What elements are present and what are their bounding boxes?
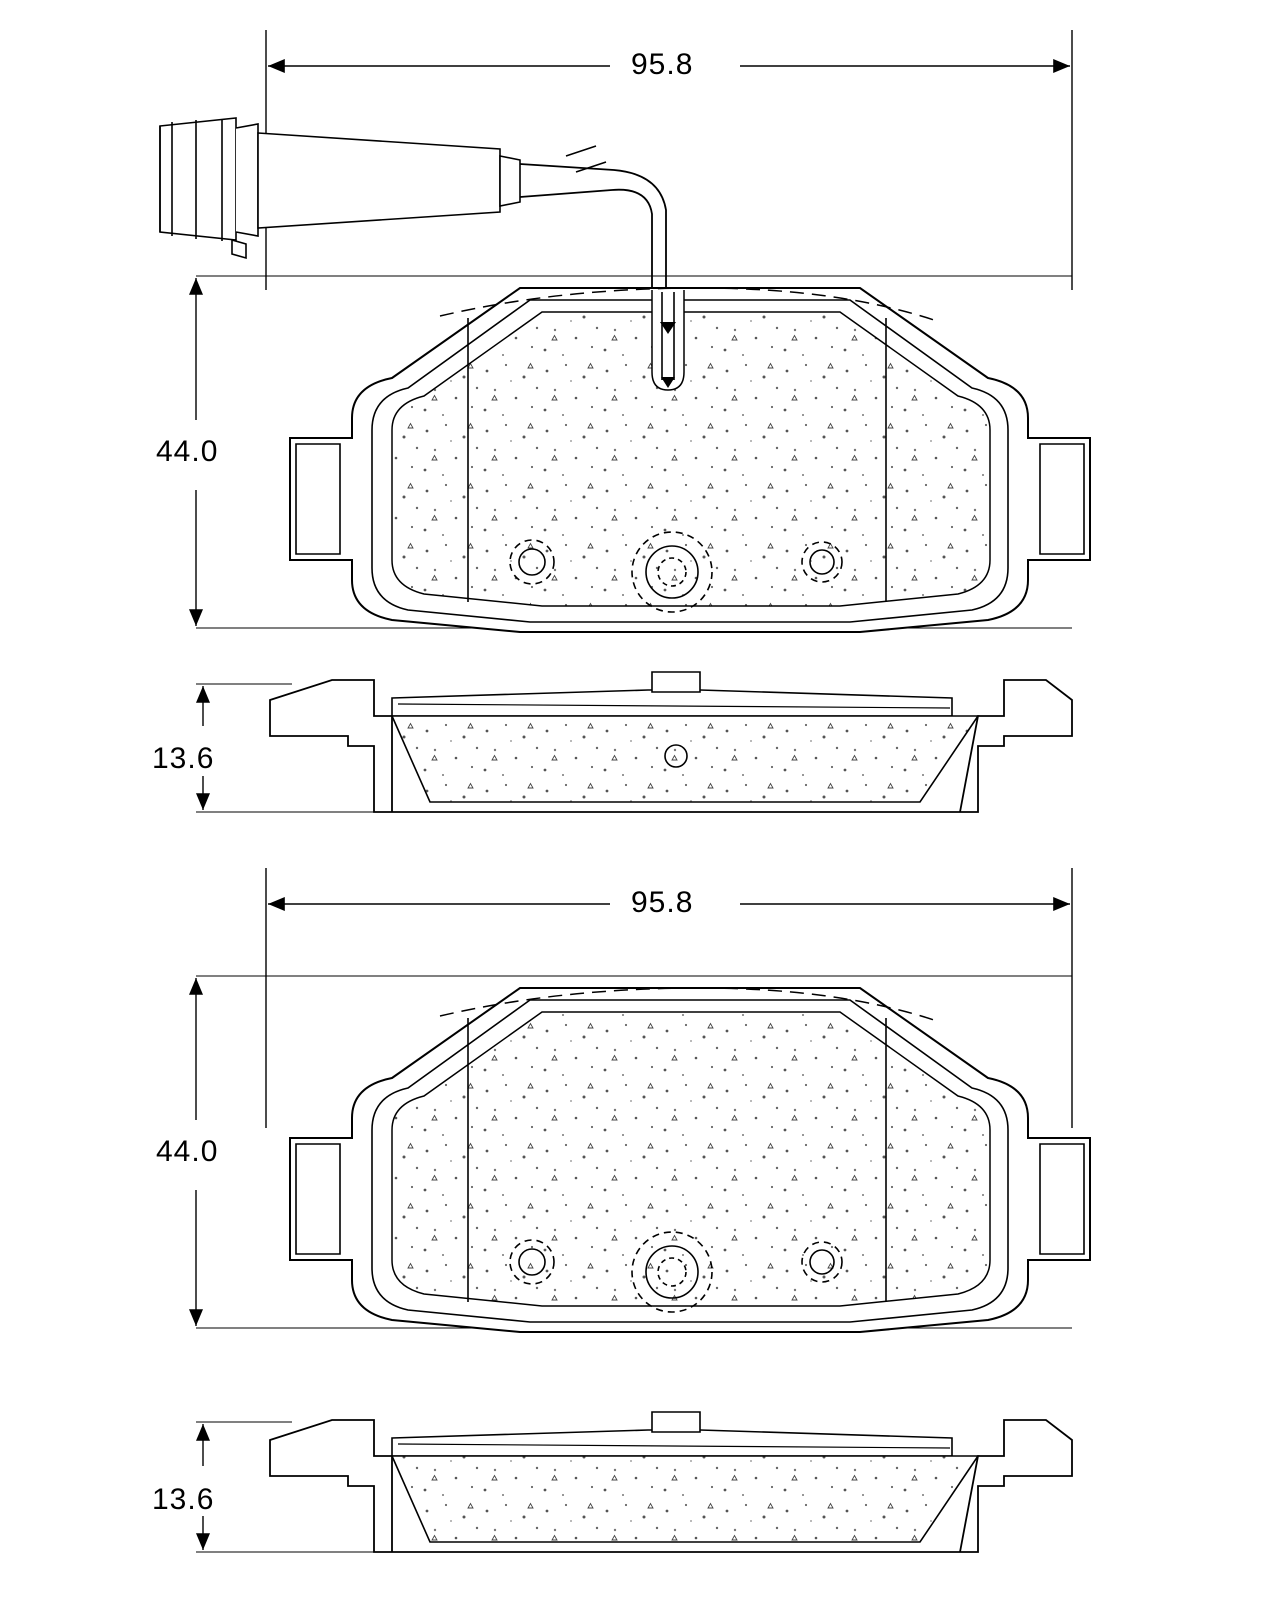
dimension-label-height-lower: 44.0 [156, 1135, 219, 1168]
front-view-pad-lower [290, 988, 1090, 1332]
side-view-pad-lower [270, 1412, 1072, 1552]
dimension-label-width-bottom: 95.8 [631, 886, 694, 919]
dimension-label-height-upper: 44.0 [156, 435, 219, 468]
side-view-pad-upper [270, 672, 1072, 812]
front-view-pad-upper [290, 288, 1090, 632]
dimension-label-thickness-upper: 13.6 [152, 742, 215, 775]
dimension-label-width-top: 95.8 [631, 48, 694, 81]
wear-sensor-connector [160, 118, 666, 290]
dimension-label-thickness-lower: 13.6 [152, 1483, 215, 1516]
